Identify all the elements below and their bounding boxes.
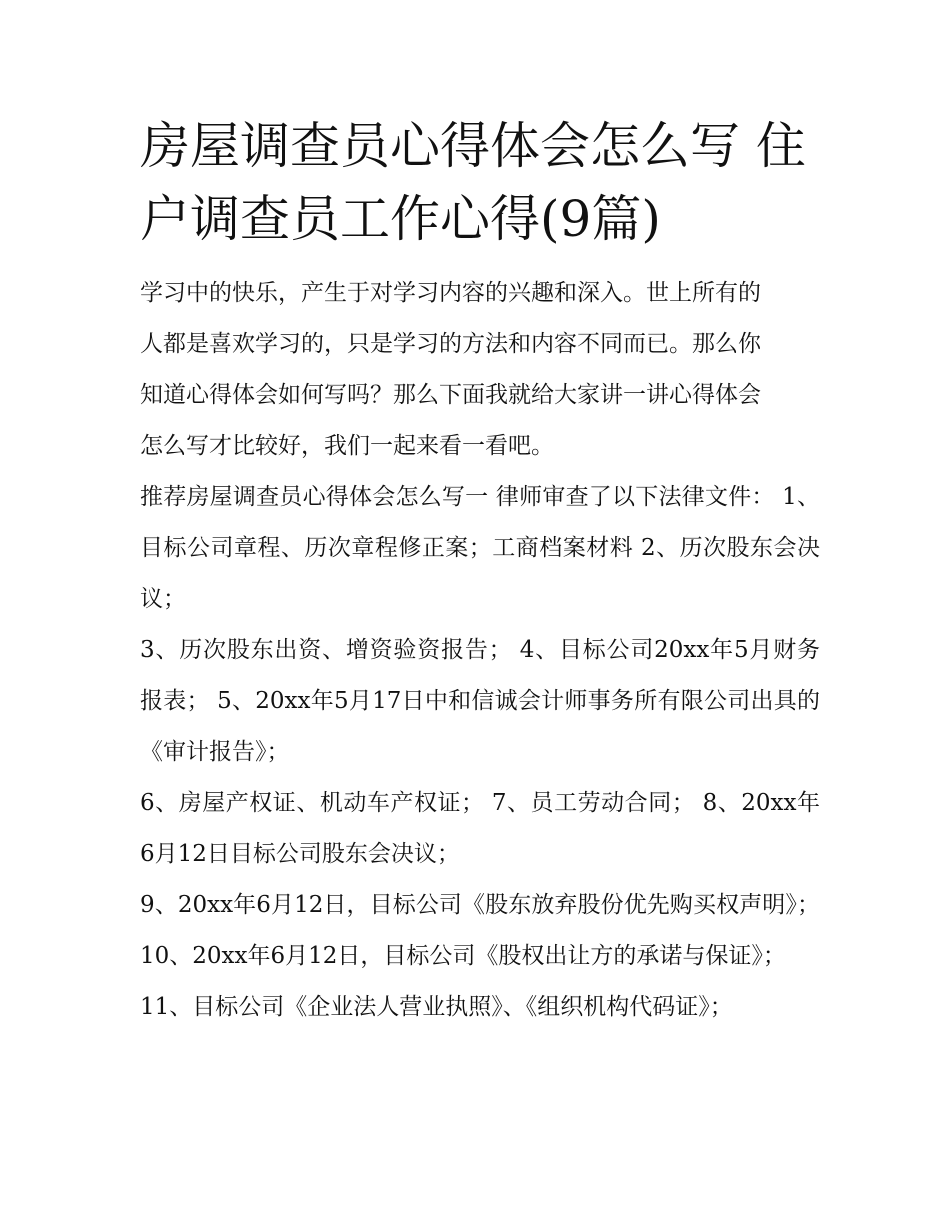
body-paragraph-item-3: 3、历次股东出资、增资验资报告； 4、目标公司20xx年5月财务报表； 5、20xx年5月17日中和信诚会计师事务所有限公司出具的《审计报告》； bbox=[140, 637, 820, 765]
body-paragraph-document-list: 推荐房屋调查员心得体会怎么写一 律师审查了以下法律文件： 1、目标公司章程、历次章程修正案；工商档案材料 2、历次股东会决议； bbox=[140, 484, 820, 612]
intro-line: 知道心得体会如何写吗？那么下面我就给大家讲一讲心得体会 bbox=[140, 382, 761, 408]
body-paragraph-item-11: 11、目标公司《企业法人营业执照》、《组织机构代码证》； bbox=[140, 994, 733, 1020]
intro-line: 学习中的快乐，产生于对学习内容的兴趣和深入。世上所有的 bbox=[140, 280, 761, 306]
document-page bbox=[140, 110, 820, 1033]
intro-paragraph bbox=[140, 268, 820, 472]
body-paragraph-item-9: 9、20xx年6月12日，目标公司《股东放弃股份优先购买权声明》； 10、20xx年6月12日，目标公司《股权出让方的承诺与保证》； bbox=[140, 892, 820, 969]
body-paragraph-item-6: 6、房屋产权证、机动车产权证； 7、员工劳动合同； 8、20xx年6月12日目标公司股东会决议； bbox=[140, 790, 820, 867]
document-title: 房屋调查员心得体会怎么写 住户调查员工作心得(9篇) bbox=[140, 117, 806, 248]
intro-line: 怎么写才比较好，我们一起来看一看吧。 bbox=[140, 433, 554, 459]
intro-line: 人都是喜欢学习的，只是学习的方法和内容不同而已。那么你 bbox=[140, 331, 761, 357]
